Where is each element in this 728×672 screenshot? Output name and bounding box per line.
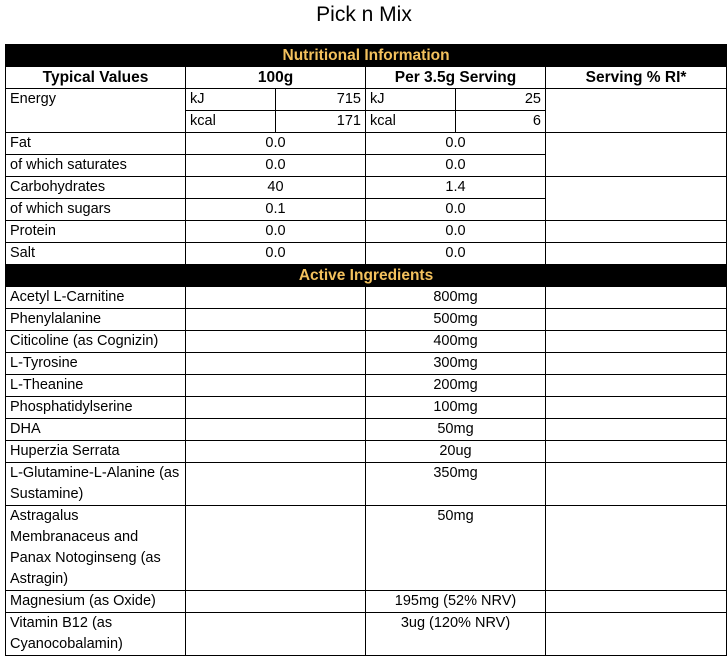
column-header-row <box>6 67 727 89</box>
header-serving-ri: Serving % RI* <box>546 67 727 89</box>
ingredient-ri <box>546 463 727 506</box>
energy-kj-unit-100g: kJ <box>186 89 276 111</box>
ingredient-100g <box>186 591 366 613</box>
energy-kcal-serving: 6 <box>456 111 546 133</box>
ingredient-row <box>6 397 727 419</box>
protein-ri <box>546 221 727 243</box>
salt-100g: 0.0 <box>186 243 366 265</box>
ingredient-100g <box>186 375 366 397</box>
ingredient-100g <box>186 419 366 441</box>
energy-kj-serving: 25 <box>456 89 546 111</box>
ingredient-ri <box>546 287 727 309</box>
ingredient-100g <box>186 309 366 331</box>
ingredient-name: Phenylalanine <box>6 309 186 331</box>
ingredient-ri <box>546 353 727 375</box>
ingredient-name: DHA <box>6 419 186 441</box>
fat-row <box>6 133 727 155</box>
ingredient-name: Acetyl L-Carnitine <box>6 287 186 309</box>
active-ingredients-banner <box>6 265 727 287</box>
page-title: Pick n Mix <box>316 3 412 26</box>
sugars-label: of which sugars <box>6 199 186 221</box>
salt-serving: 0.0 <box>366 243 546 265</box>
ingredient-100g <box>186 287 366 309</box>
saturates-label: of which saturates <box>6 155 186 177</box>
ingredient-amount: 300mg <box>366 353 546 375</box>
ingredient-ri <box>546 591 727 613</box>
ingredient-ri <box>546 613 727 656</box>
ingredient-amount: 195mg (52% NRV) <box>366 591 546 613</box>
ingredient-amount: 3ug (120% NRV) <box>366 613 546 656</box>
carbohydrates-row <box>6 177 727 199</box>
ingredient-row <box>6 591 727 613</box>
energy-kj-100g: 715 <box>276 89 366 111</box>
ingredient-row <box>6 353 727 375</box>
ingredient-ri <box>546 309 727 331</box>
ingredient-amount: 20ug <box>366 441 546 463</box>
carbohydrates-label: Carbohydrates <box>6 177 186 199</box>
fat-100g: 0.0 <box>186 133 366 155</box>
ingredient-100g <box>186 613 366 656</box>
energy-kcal-100g: 171 <box>276 111 366 133</box>
ingredient-amount: 500mg <box>366 309 546 331</box>
ingredient-row <box>6 375 727 397</box>
ingredient-name: Phosphatidylserine <box>6 397 186 419</box>
sugars-serving: 0.0 <box>366 199 546 221</box>
header-per-100g: 100g <box>186 67 366 89</box>
fat-label: Fat <box>6 133 186 155</box>
ingredient-ri <box>546 397 727 419</box>
ingredient-name: Vitamin B12 (as Cyanocobalamin) <box>6 613 186 656</box>
active-ingredients-heading: Active Ingredients <box>6 265 727 287</box>
saturates-100g: 0.0 <box>186 155 366 177</box>
ingredient-ri <box>546 331 727 353</box>
ingredient-ri <box>546 375 727 397</box>
ingredient-ri <box>546 506 727 591</box>
salt-row <box>6 243 727 265</box>
ingredient-100g <box>186 397 366 419</box>
ingredient-name: L-Theanine <box>6 375 186 397</box>
sugars-100g: 0.1 <box>186 199 366 221</box>
energy-kcal-unit-100g: kcal <box>186 111 276 133</box>
fat-ri <box>546 133 727 177</box>
protein-serving: 0.0 <box>366 221 546 243</box>
ingredient-row <box>6 331 727 353</box>
ingredient-100g <box>186 463 366 506</box>
carbohydrates-serving: 1.4 <box>366 177 546 199</box>
ingredient-100g <box>186 331 366 353</box>
ingredient-100g <box>186 353 366 375</box>
energy-kcal-unit-serving: kcal <box>366 111 456 133</box>
ingredient-row <box>6 419 727 441</box>
nutrition-table <box>5 44 727 656</box>
ingredient-ri <box>546 419 727 441</box>
saturates-serving: 0.0 <box>366 155 546 177</box>
ingredient-amount: 350mg <box>366 463 546 506</box>
salt-label: Salt <box>6 243 186 265</box>
ingredient-amount: 100mg <box>366 397 546 419</box>
ingredient-row <box>6 613 727 656</box>
header-per-serving: Per 3.5g Serving <box>366 67 546 89</box>
protein-label: Protein <box>6 221 186 243</box>
ingredient-amount: 50mg <box>366 506 546 591</box>
ingredient-name: L-Glutamine-L-Alanine (as Sustamine) <box>6 463 186 506</box>
ingredient-row <box>6 463 727 506</box>
energy-label: Energy <box>6 89 186 133</box>
ingredient-row <box>6 506 727 591</box>
fat-serving: 0.0 <box>366 133 546 155</box>
energy-kj-row <box>6 89 727 111</box>
ingredient-ri <box>546 441 727 463</box>
header-typical-values: Typical Values <box>6 67 186 89</box>
ingredient-row <box>6 309 727 331</box>
nutritional-info-banner <box>6 45 727 67</box>
protein-100g: 0.0 <box>186 221 366 243</box>
ingredient-row <box>6 441 727 463</box>
protein-row <box>6 221 727 243</box>
ingredient-name: Citicoline (as Cognizin) <box>6 331 186 353</box>
carbohydrates-ri <box>546 177 727 221</box>
ingredient-amount: 400mg <box>366 331 546 353</box>
energy-kj-unit-serving: kJ <box>366 89 456 111</box>
ingredient-amount: 800mg <box>366 287 546 309</box>
ingredient-amount: 200mg <box>366 375 546 397</box>
energy-ri <box>546 89 727 133</box>
nutritional-info-heading: Nutritional Information <box>6 45 727 67</box>
ingredient-100g <box>186 506 366 591</box>
ingredient-100g <box>186 441 366 463</box>
salt-ri <box>546 243 727 265</box>
ingredient-name: Magnesium (as Oxide) <box>6 591 186 613</box>
ingredient-name: L-Tyrosine <box>6 353 186 375</box>
ingredient-name: Astragalus Membranaceus and Panax Notoginseng (as Astragin) <box>6 506 186 591</box>
ingredient-name: Huperzia Serrata <box>6 441 186 463</box>
ingredient-row <box>6 287 727 309</box>
ingredient-amount: 50mg <box>366 419 546 441</box>
carbohydrates-100g: 40 <box>186 177 366 199</box>
